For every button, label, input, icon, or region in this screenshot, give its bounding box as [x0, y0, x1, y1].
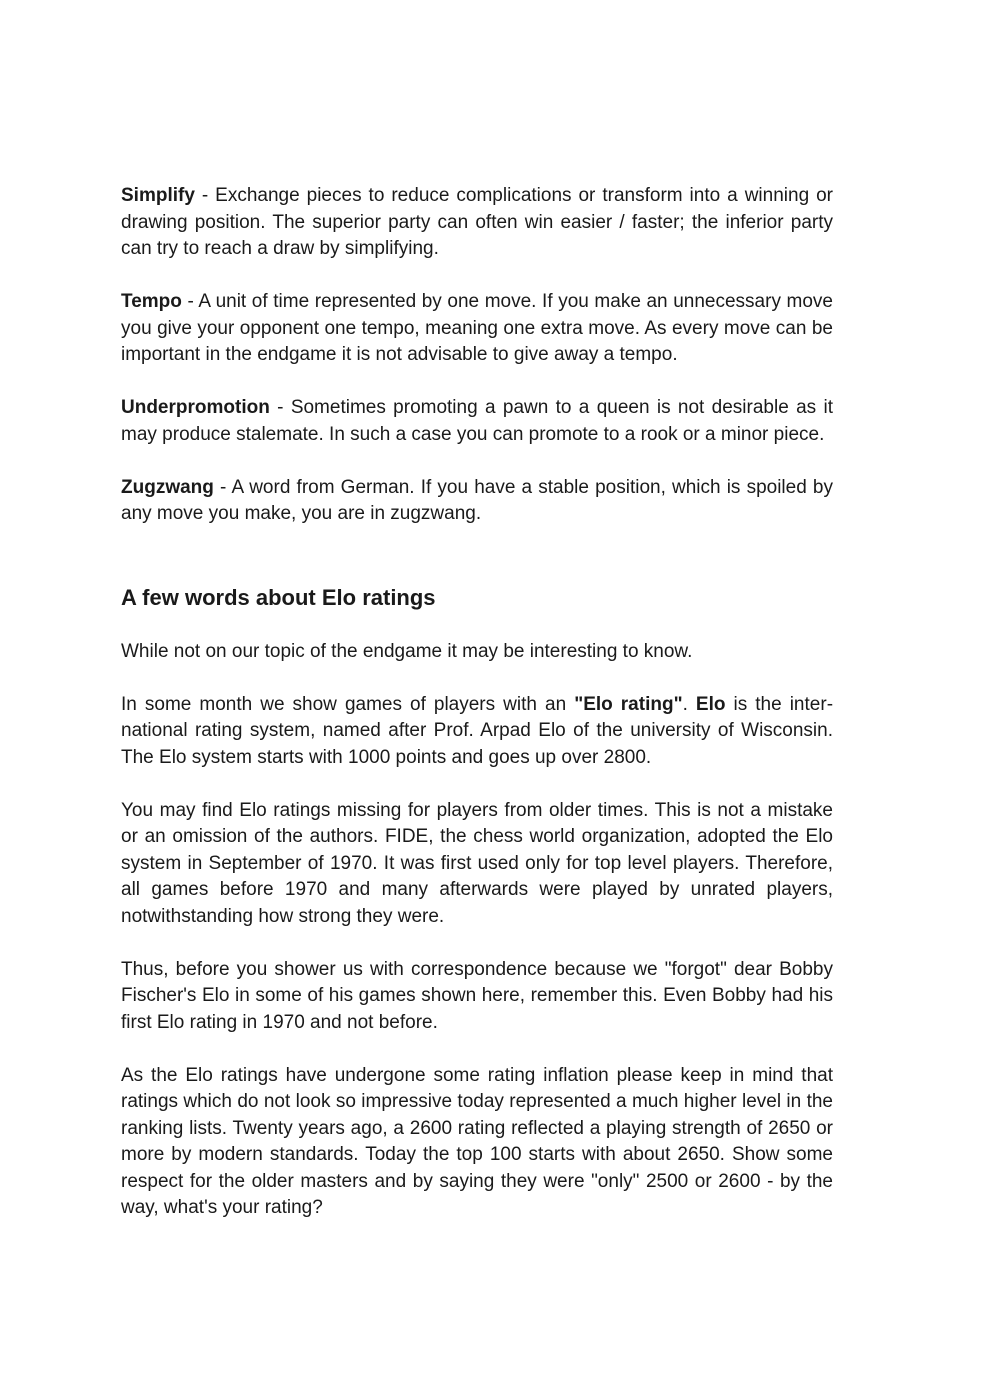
glossary-entry-tempo — [121, 289, 833, 369]
document-page — [121, 183, 833, 1248]
glossary-definition: - Exchange pieces to reduce complications or transform into a winning or drawing position. The superior party can often win easier / faster; the inferior party can try to reach a draw by simplifying. — [121, 185, 833, 259]
glossary-entry-zugzwang — [121, 475, 833, 528]
section-heading: A few words about Elo ratings — [121, 584, 436, 610]
glossary-definition: - A unit of time represented by one move. If you make an unnecessary move you give your opponent one tempo, meaning one extra move. As every move can be important in the endgame it is not advisable to give away a tempo. — [121, 291, 833, 365]
elo-text-part: is the international rating system, named after Prof. Arpad Elo of the university of Wisconsin. The Elo system starts with 1000 points and goes up over 2800. — [121, 693, 834, 768]
missing-ratings-paragraph: You may find Elo ratings missing for players from older times. This is not a mistake or an omission of the authors. FIDE, the chess world organization, adopted the Elo system in September of 1970. It was first used only for top level players. Therefore, all games before 1970 and many afterwards were played by unrated players, notwithstanding how strong they were. — [121, 799, 833, 927]
glossary-definition: - A word from German. If you have a stable position, which is spoiled by any move you make, you are in zugzwang. — [121, 476, 833, 524]
fischer-paragraph: Thus, before you shower us with correspondence because we "forgot" dear Bobby Fischer's Elo in some of his games shown here, remember this. Even Bobby had his first Elo rating in 1970 and not before. — [121, 958, 833, 1033]
glossary-term: Zugzwang — [121, 476, 214, 498]
elo-text-part: . — [682, 693, 696, 715]
glossary-term: Simplify — [121, 185, 195, 206]
elo-rating-term: "Elo rating" — [574, 693, 683, 715]
glossary-entry-simplify — [121, 183, 833, 263]
glossary-term: Tempo — [121, 291, 182, 312]
intro-paragraph: While not on our topic of the endgame it may be interesting to know. — [121, 640, 693, 662]
elo-text-part: In some month we show games of players with an — [121, 693, 575, 715]
glossary-entry-underpromotion — [121, 395, 833, 448]
glossary-term: Underpromotion — [121, 397, 270, 418]
elo-paragraph — [121, 692, 833, 772]
glossary-definition: - Sometimes promoting a pawn to a queen is not desirable as it may produce stalemate. In such a case you can promote to a rook or a minor piece. — [121, 397, 833, 445]
elo-term: Elo — [695, 693, 726, 715]
inflation-paragraph: As the Elo ratings have undergone some rating inflation please keep in mind that ratings which do not look so impressive today represented a much higher level in the ranking lists. Twenty years ago, a 2600 rating reflected a playing strength of 2650 or more by modern standards. Today the top 100 starts with about 2650. Show some respect for the older masters and by saying they were "only" 2500 or 2600 - by the way, what's your rating? — [121, 1064, 833, 1218]
